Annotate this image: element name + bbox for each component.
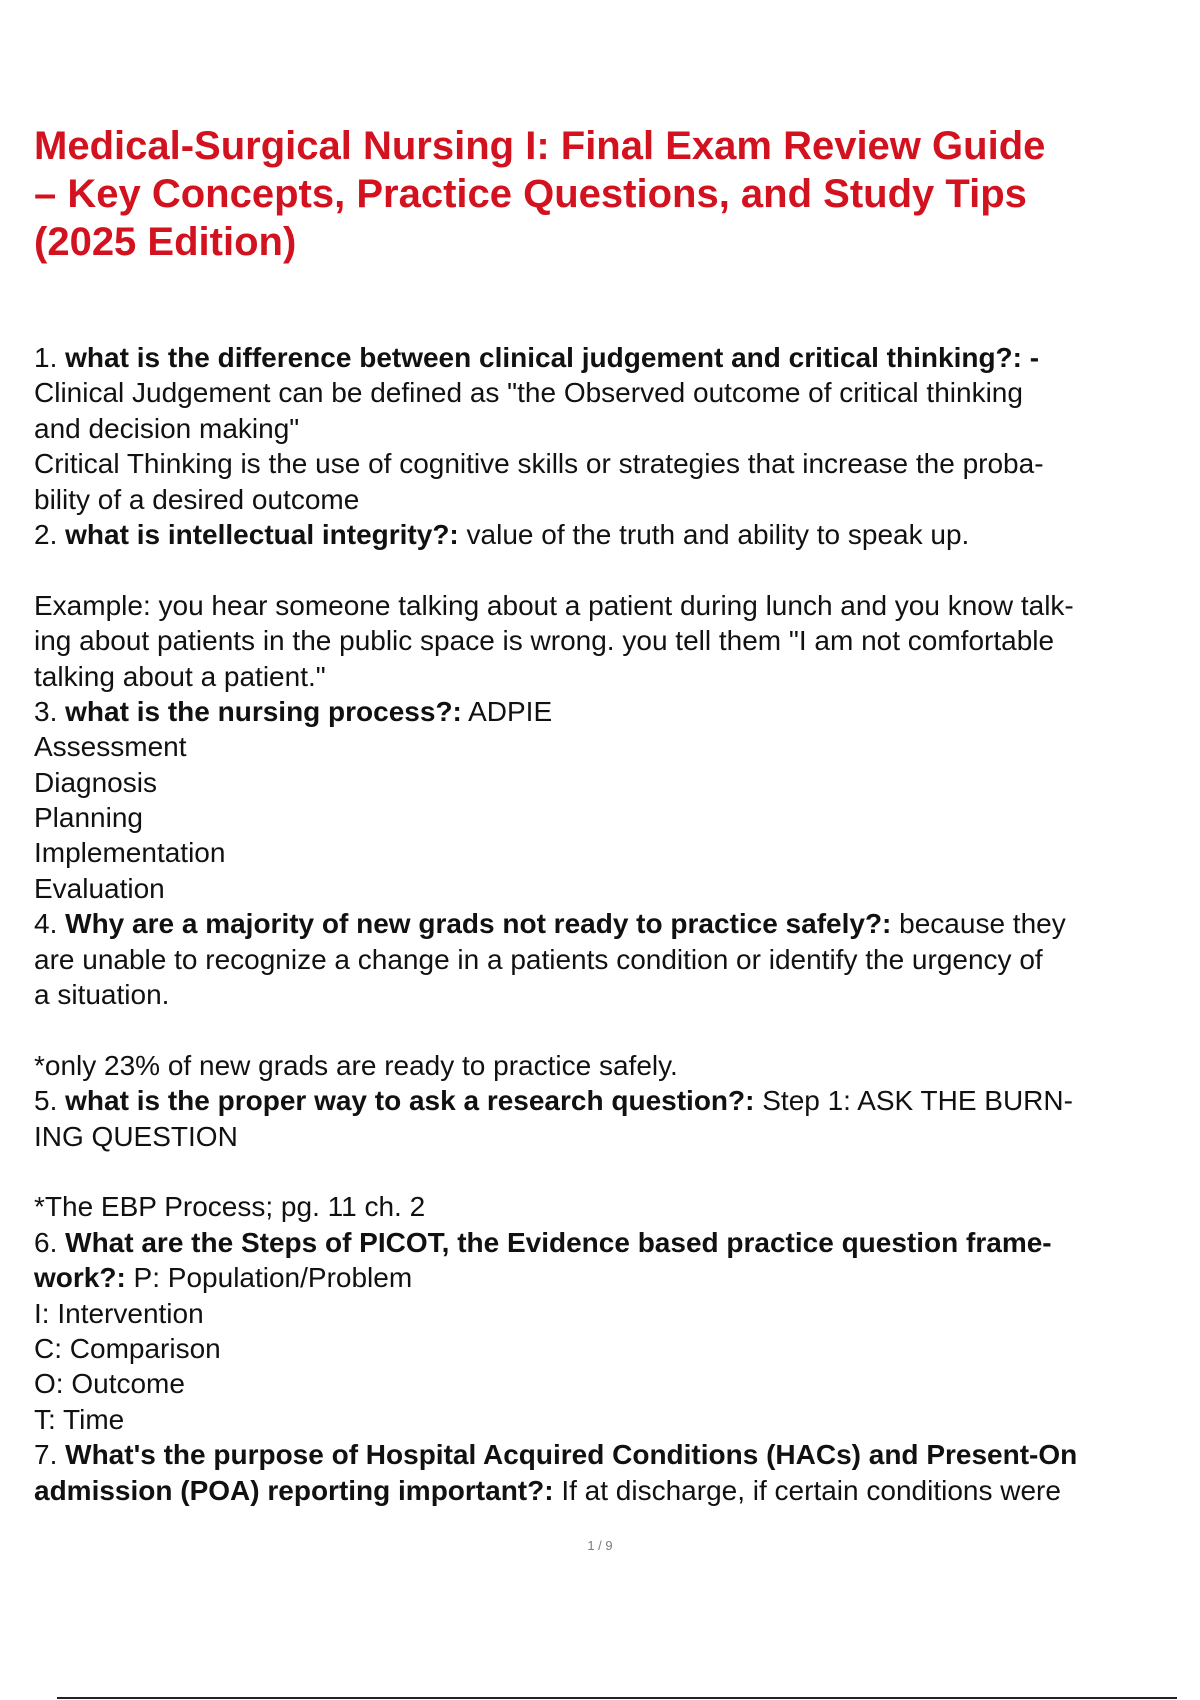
question-item-3 (34, 694, 1200, 906)
answer-line: C: Comparison (34, 1332, 221, 1364)
answer-line: talking about a patient." (34, 660, 326, 692)
answer-line: are unable to recognize a change in a patients condition or identify the urgency of (34, 943, 1043, 975)
question-text: what is the difference between clinical judgement and critical thinking?: - (65, 342, 1040, 373)
answer-line: Implementation (34, 837, 226, 869)
spacer (34, 552, 1200, 587)
answer-line: Clinical Judgement can be defined as "the Observed outcome of critical thinking (34, 377, 1023, 409)
question-line (34, 1083, 1200, 1118)
question-list (34, 340, 1200, 1508)
answer-line: Diagnosis (34, 766, 157, 798)
question-line (34, 340, 1200, 375)
question-number: 4. (34, 908, 58, 940)
note-line: *only 23% of new grads are ready to practice safely. (34, 1049, 678, 1081)
answer-line: Assessment (34, 731, 187, 763)
answer-line: and decision making" (34, 412, 300, 444)
question-line (34, 1225, 1200, 1260)
question-item-5 (34, 1083, 1200, 1225)
question-text: what is the proper way to ask a research question?: (65, 1085, 755, 1117)
page-title (34, 122, 1174, 266)
question-line (34, 1260, 1200, 1295)
answer-line: Planning (34, 802, 143, 834)
question-text: admission (POA) reporting important?: (34, 1474, 554, 1506)
question-number: 2. (34, 518, 58, 550)
question-text: what is the nursing process?: (65, 695, 462, 727)
answer-line: Critical Thinking is the use of cognitive skills or strategies that increase the proba- (34, 448, 1044, 480)
question-number: 7. (34, 1439, 58, 1471)
answer-text: If at discharge, if certain conditions were (553, 1474, 1061, 1506)
answer-line: O: Outcome (34, 1368, 185, 1400)
title-line: – Key Concepts, Practice Questions, and Study Tips (34, 172, 1027, 216)
question-number: 1. (34, 342, 58, 373)
question-item-7 (34, 1437, 1200, 1508)
question-text: what is intellectual integrity?: (65, 518, 459, 550)
question-text: Why are a majority of new grads not ready to practice safely?: (65, 908, 892, 940)
answer-line: ing about patients in the public space is wrong. you tell them "I am not comfortable (34, 625, 1055, 657)
title-line: Medical-Surgical Nursing I: Final Exam Review Guide (34, 124, 1046, 168)
question-number: 5. (34, 1085, 58, 1117)
answer-line: Example: you hear someone talking about a patient during lunch and you know talk- (34, 589, 1074, 621)
answer-line: I: Intervention (34, 1297, 204, 1329)
page-number: 1 / 9 (587, 1538, 613, 1553)
question-line (34, 1437, 1200, 1472)
question-line (34, 694, 1200, 729)
question-item-2 (34, 517, 1200, 694)
answer-text: ADPIE (461, 695, 553, 727)
question-text: What's the purpose of Hospital Acquired Conditions (HACs) and Present-On (65, 1439, 1078, 1471)
answer-line: T: Time (34, 1403, 125, 1435)
question-number: 3. (34, 695, 58, 727)
spacer (34, 1154, 1200, 1189)
note-line: *The EBP Process; pg. 11 ch. 2 (34, 1191, 426, 1223)
answer-text: P: Population/Problem (125, 1262, 413, 1294)
question-number: 6. (34, 1226, 58, 1258)
spacer (34, 1012, 1200, 1047)
question-line (34, 906, 1200, 941)
answer-text: Step 1: ASK THE BURN- (754, 1085, 1073, 1117)
question-line (34, 517, 1200, 552)
answer-line: a situation. (34, 979, 170, 1011)
answer-line: bility of a desired outcome (34, 483, 360, 515)
answer-line: ING QUESTION (34, 1120, 238, 1152)
question-line (34, 1473, 1200, 1508)
title-line: (2025 Edition) (34, 220, 297, 264)
footer-divider (57, 1697, 1177, 1699)
question-item-1 (34, 340, 1200, 517)
question-text: work?: (34, 1262, 126, 1294)
question-item-6 (34, 1225, 1200, 1437)
answer-text: because they (891, 908, 1066, 940)
answer-text: value of the truth and ability to speak up. (458, 518, 970, 550)
question-item-4 (34, 906, 1200, 1083)
answer-line: Evaluation (34, 872, 165, 904)
question-text: What are the Steps of PICOT, the Evidence based practice question frame- (65, 1226, 1052, 1258)
